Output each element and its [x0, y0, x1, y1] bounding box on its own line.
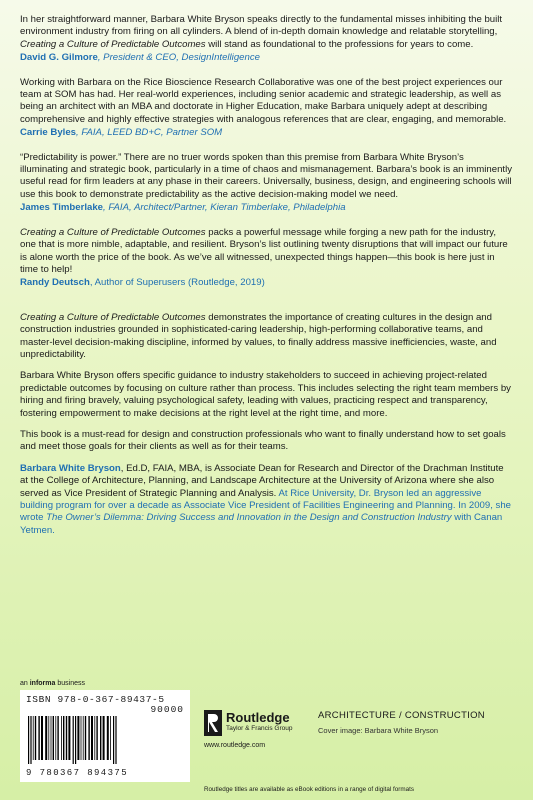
barcode-bar [63, 716, 64, 760]
endorsement [20, 152, 514, 215]
barcode-bar [45, 716, 47, 760]
barcode-bar [53, 716, 54, 760]
isbn-text: ISBN 978-0-367-89437-5 [26, 694, 165, 705]
barcode-bar [110, 716, 111, 760]
barcode-bar [57, 716, 58, 760]
section-spacer [20, 302, 514, 312]
subject-category: ARCHITECTURE / CONSTRUCTION [318, 710, 485, 721]
description-paragraph [20, 429, 514, 454]
barcode-bar [28, 716, 29, 764]
endorser-name: Randy Deutsch [20, 277, 90, 289]
italic-text: Creating a Culture of Predictable Outcomes [20, 311, 206, 323]
routledge-logo-icon [204, 710, 222, 736]
endorsement-attribution [20, 52, 514, 64]
barcode-bar [55, 716, 56, 760]
barcode-bar [73, 716, 74, 764]
barcode-bars [26, 716, 184, 764]
text-run: At Rice University, Dr. Bryson led an aggressive building program for over a decade as Associate Vice President of Facilities Engineering and Planning. In 2009, she wrote [20, 487, 512, 524]
author-credentials: , Ed.D, FAIA, MBA, is Associate Dean for Research and Director of the Drachman Institute at the College of Architecture, Planning, and Landscape Architecture at the University of Arizona where she also served as Vice President of Strategic Planning and Analysis. [20, 462, 504, 499]
italic-text: Creating a Culture of Predictable Outcomes [20, 38, 206, 50]
barcode-bar [77, 716, 79, 760]
text-run: demonstrates the importance of creating cultures in the design and construction industries grounded in sophisticated-caring leadership, high-performing collaborative teams, and master-level decision-making discipline, informed by values, to finally address massive inefficiencies, waste, and unpredictability. [20, 311, 497, 360]
endorsement [20, 77, 514, 140]
endorsement-quote [20, 77, 514, 127]
endorsement [20, 14, 514, 65]
back-matter [0, 670, 533, 800]
text-run: will stand as foundational to the professions for years to come. [205, 38, 474, 50]
barcode-bar [113, 716, 114, 764]
barcode-bar [75, 716, 76, 764]
italic-text: The Owner’s Dilemma: Driving Success and Innovation in the Design and Construction Industry [46, 512, 452, 524]
book-description [20, 312, 514, 454]
barcode-bar [85, 716, 86, 760]
endorsements [20, 14, 514, 290]
barcode-bar [115, 716, 116, 764]
informa-business-line: an informa business [20, 680, 85, 687]
barcode-bar [103, 716, 105, 760]
barcode-bar [81, 716, 82, 760]
barcode-bar [66, 716, 67, 760]
barcode-bar [48, 716, 49, 760]
endorsement-quote [20, 14, 514, 51]
description-paragraph [20, 370, 514, 420]
author-name: Barbara White Bryson [20, 462, 121, 474]
endorser-role: , Author of Superusers (Routledge, 2019) [89, 277, 265, 289]
endorsement-attribution [20, 277, 514, 289]
text-run: packs a powerful message while forging a new path for the industry, one that is more nimble, adaptable, and resilient. Bryson’s list outlining twenty disruptions that will impact our future is alone worth the price of the book. As we’ve all witnessed, unexpected things happen—this book is here just in time to help! [20, 226, 508, 275]
endorsement-quote [20, 152, 514, 202]
publisher-url: www.routledge.com [204, 742, 266, 749]
barcode-bar [33, 716, 34, 760]
barcode-bar [83, 716, 84, 760]
barcode-bar [100, 716, 101, 760]
description-paragraph [20, 312, 514, 362]
endorsement-attribution [20, 202, 514, 214]
endorsement-attribution [20, 127, 514, 139]
barcode-bar [38, 716, 39, 760]
barcode-bar [35, 716, 36, 760]
barcode-bar [61, 716, 62, 760]
author-bio [20, 463, 514, 537]
text-run: with Canan Yetmen. [20, 512, 503, 536]
barcode-bar [68, 716, 70, 760]
isbn-price-code: 90000 [150, 704, 184, 715]
endorsement [20, 227, 514, 290]
isbn-digits: 9 780367 894375 [26, 768, 129, 778]
barcode-bar [96, 716, 97, 760]
cover-image-credit: Cover image: Barbara White Bryson [318, 726, 439, 735]
endorser-role: , FAIA, LEED BD+C, Partner SOM [76, 127, 223, 139]
text-run: Working with Barbara on the Rice Bioscience Research Collaborative was one of the best project experiences our team at SOM has had. Her real-world experiences, including senior academic and strategic leadership, as well as being an architect with an MBA and doctorate in Higher Education, make Barbara uniquely adept at describing comprehensive and highly effective strategies with analogous references that are clear, engaging, and memorable. [20, 76, 507, 125]
barcode-bar [30, 716, 31, 764]
back-cover-text [20, 14, 514, 537]
barcode-bar [91, 716, 93, 760]
publisher-name: Routledge [226, 710, 290, 725]
endorser-name: James Timberlake [20, 202, 104, 214]
barcode-bar [94, 716, 95, 760]
endorser-role: , FAIA, Architect/Partner, Kieran Timberlake, Philadelphia [103, 202, 346, 214]
barcode-bar [88, 716, 89, 760]
text-run: This book is a must-read for design and construction professionals who want to finally understand how to set goals and meet those goals for their clients as well as for their teams. [20, 428, 506, 453]
text-run: “Predictability is power.” There are no truer words spoken than this premise from Barbara White Bryson’s illuminating and strategic book, particularly in a time of chaos and mismanagement. Barbara’s book is an imminently useful read for firm leaders at any phase in their careers. Universally, business, design, and engineering schools will use this book to demonstrate predictability as the active decision-making model we need. [20, 151, 513, 200]
endorser-role: , President & CEO, DesignIntelligence [97, 52, 260, 64]
text-run: In her straightforward manner, Barbara White Bryson speaks directly to the fundamental misses inhibiting the built environment industry from firing on all cylinders. A blend of in-depth domain knowledge and relatable storytelling, [20, 14, 503, 38]
text-run: Barbara White Bryson offers specific guidance to industry stakeholders to succeed in achieving project-related predictable outcomes by focusing on culture rather than process. This includes selecting the right team members by hiring and firing bravely, valuing psychological safety, leading with values, practicing respect and transparency, fostering empowerment to make decisions at the right level at the right time, and more. [20, 370, 511, 419]
italic-text: Creating a Culture of Predictable Outcomes [20, 226, 206, 238]
ebook-note: Routledge titles are available as eBook editions in a range of digital formats [204, 786, 415, 793]
barcode-bar [107, 716, 109, 760]
endorsement-quote [20, 227, 514, 277]
barcode-bar [41, 716, 43, 760]
endorser-name: David G. Gilmore [20, 52, 98, 64]
endorser-name: Carrie Byles [20, 127, 76, 139]
barcode-bar [51, 716, 52, 760]
isbn-barcode [20, 690, 190, 782]
publisher-group: Taylor & Francis Group [226, 725, 293, 732]
